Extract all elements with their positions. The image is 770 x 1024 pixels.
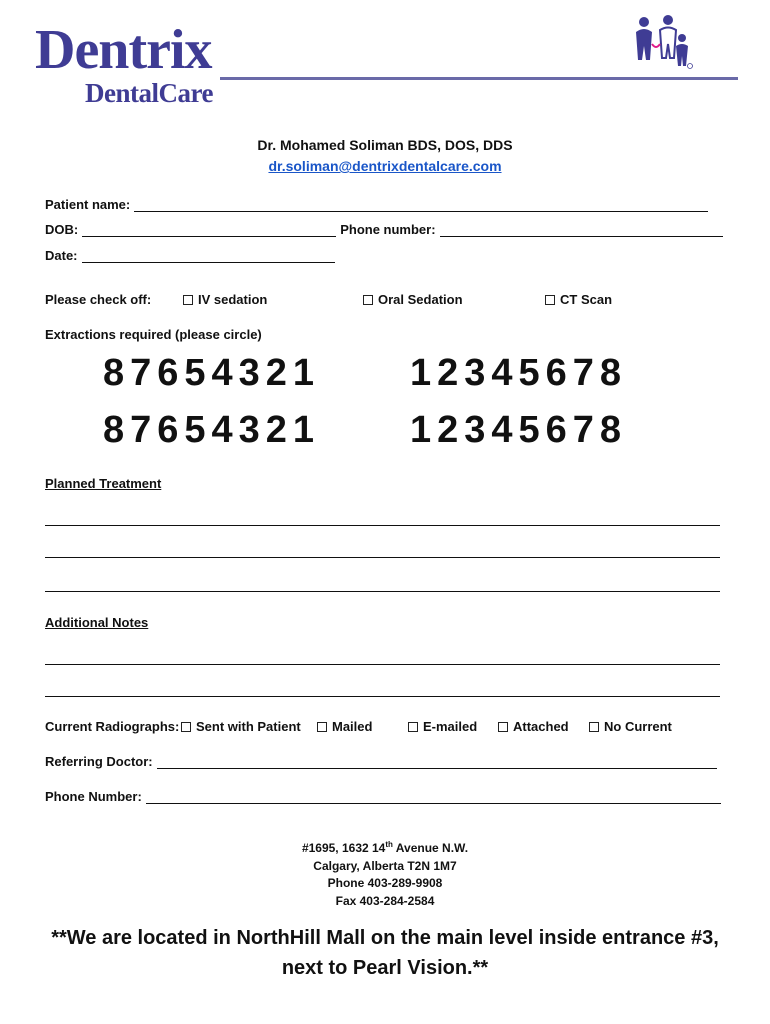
phone-number-field[interactable] <box>440 225 723 237</box>
location-note-line-2: next to Pearl Vision.** <box>281 957 489 979</box>
clinic-address <box>0 836 770 910</box>
option-ct-scan[interactable]: CT Scan <box>545 292 612 307</box>
address-line-2: Calgary, Alberta T2N 1M7 <box>313 858 457 873</box>
location-note-line-1: **We are located in NorthHill Mall on the main level inside entrance #3, <box>51 927 719 949</box>
clinic-logo <box>35 19 295 108</box>
teeth-upper-left[interactable]: 87654321 <box>103 352 321 394</box>
planned-treatment-heading: Planned Treatment <box>45 476 162 491</box>
additional-notes-line-1[interactable] <box>45 664 720 665</box>
header-divider <box>220 77 738 80</box>
extractions-label: Extractions required (please circle) <box>45 327 262 342</box>
radiograph-sent-with-patient[interactable]: Sent with Patient <box>181 719 301 734</box>
date-label: Date: <box>45 248 78 263</box>
planned-treatment-line-3[interactable] <box>45 591 720 592</box>
check-off-label: Please check off: <box>45 292 152 307</box>
clinic-fax: Fax 403-284-2584 <box>335 893 435 908</box>
radiograph-emailed[interactable]: E-mailed <box>408 719 477 734</box>
planned-treatment-line-2[interactable] <box>45 557 720 558</box>
checkbox-icon[interactable] <box>183 295 193 305</box>
referring-phone-field[interactable] <box>146 792 721 804</box>
date-row <box>45 248 335 263</box>
checkbox-icon[interactable] <box>317 722 327 732</box>
referring-phone-row <box>45 789 721 804</box>
referring-doctor-field[interactable] <box>157 757 717 769</box>
brand-subtitle: DentalCare <box>85 78 213 108</box>
additional-notes-line-2[interactable] <box>45 696 720 697</box>
radiograph-no-current[interactable]: No Current <box>589 719 672 734</box>
radiographs-label: Current Radiographs: <box>45 719 180 734</box>
checkbox-icon[interactable] <box>589 722 599 732</box>
checkbox-icon[interactable] <box>408 722 418 732</box>
patient-name-row <box>45 197 708 212</box>
checkbox-icon[interactable] <box>181 722 191 732</box>
doctor-email-link[interactable]: dr.soliman@dentrixdentalcare.com <box>268 158 502 174</box>
doctor-name: Dr. Mohamed Soliman BDS, DOS, DDS <box>257 137 513 153</box>
radiograph-attached[interactable]: Attached <box>498 719 569 734</box>
teeth-lower-right[interactable]: 12345678 <box>410 409 628 451</box>
patient-name-field[interactable] <box>134 200 708 212</box>
option-oral-sedation[interactable]: Oral Sedation <box>363 292 463 307</box>
checkbox-icon[interactable] <box>498 722 508 732</box>
referring-doctor-row <box>45 754 717 769</box>
brand-name: Dentrix <box>35 19 212 81</box>
patient-name-label: Patient name: <box>45 197 131 212</box>
dob-field[interactable] <box>82 225 336 237</box>
teeth-upper-right[interactable]: 12345678 <box>410 352 628 394</box>
option-iv-sedation[interactable]: IV sedation <box>183 292 267 307</box>
location-note <box>0 923 770 983</box>
radiograph-mailed[interactable]: Mailed <box>317 719 372 734</box>
address-line-1: #1695, 1632 14th Avenue N.W. <box>301 840 469 855</box>
referring-doctor-label: Referring Doctor: <box>45 754 153 769</box>
dob-label: DOB: <box>45 222 79 237</box>
additional-notes-heading: Additional Notes <box>45 615 149 630</box>
checkbox-icon[interactable] <box>363 295 373 305</box>
clinic-phone: Phone 403-289-9908 <box>327 876 443 890</box>
date-field[interactable] <box>82 251 335 263</box>
family-tooth-logo-icon <box>630 14 694 70</box>
dob-phone-row <box>45 222 723 237</box>
phone-number-label: Phone number: <box>340 222 436 237</box>
planned-treatment-line-1[interactable] <box>45 525 720 526</box>
teeth-lower-left[interactable]: 87654321 <box>103 409 321 451</box>
checkbox-icon[interactable] <box>545 295 555 305</box>
referring-phone-label: Phone Number: <box>45 789 142 804</box>
